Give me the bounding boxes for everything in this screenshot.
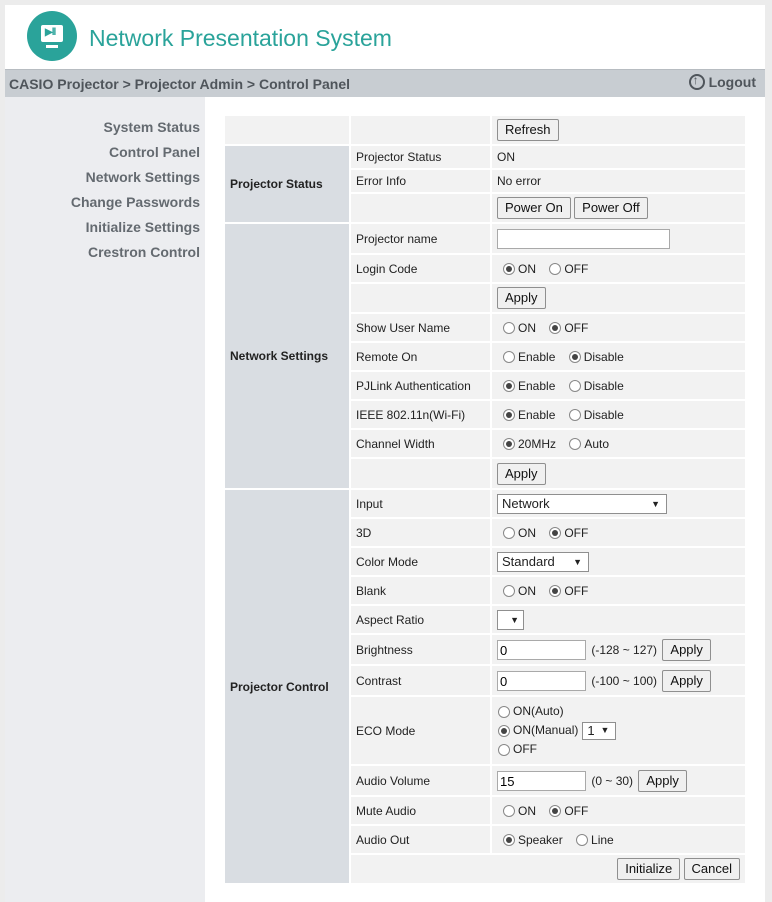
contrast-apply-button[interactable]: Apply: [662, 670, 711, 692]
audio-out-speaker-radio[interactable]: [503, 834, 515, 846]
sidebar-item-crestron-control[interactable]: Crestron Control: [88, 244, 200, 260]
app-header: [5, 5, 765, 69]
projector-name-input[interactable]: [497, 229, 670, 249]
aspect-ratio-label: Aspect Ratio: [351, 606, 490, 633]
error-info-label: Error Info: [351, 170, 490, 192]
ieee-disable-radio[interactable]: [569, 409, 581, 421]
sidebar-nav: [71, 115, 200, 265]
dropdown-arrow-icon: ▼: [651, 498, 660, 509]
login-code-label: Login Code: [351, 255, 490, 282]
channel-auto-label: Auto: [584, 436, 610, 451]
page-frame: [5, 5, 765, 902]
sidebar-item-system-status[interactable]: System Status: [103, 119, 200, 135]
input-label: Input: [351, 490, 490, 517]
remote-on-disable-radio[interactable]: [569, 351, 581, 363]
dropdown-arrow-icon: ▼: [510, 614, 519, 625]
projector-status-value: ON: [492, 146, 745, 168]
control-panel-table: [223, 114, 747, 885]
channel-auto-radio[interactable]: [569, 438, 581, 450]
section-projector-status: Projector Status: [225, 146, 349, 222]
empty-cell: [351, 284, 490, 312]
channel-20mhz-radio[interactable]: [503, 438, 515, 450]
remote-on-label: Remote On: [351, 343, 490, 370]
audio-out-label: Audio Out: [351, 826, 490, 853]
section-projector-control: Projector Control: [225, 490, 349, 883]
empty-cell: [351, 459, 490, 488]
sidebar: [5, 97, 205, 902]
brightness-input[interactable]: [497, 640, 586, 660]
main-content: [205, 97, 765, 902]
pjlink-authentication-label: PJLink Authentication: [351, 372, 490, 399]
sidebar-item-control-panel[interactable]: Control Panel: [108, 144, 200, 160]
color-mode-label: Color Mode: [351, 548, 490, 575]
audio-volume-range: (0 ~ 30): [591, 774, 634, 789]
refresh-button[interactable]: Refresh: [497, 119, 559, 141]
3d-on-radio[interactable]: [503, 527, 515, 539]
input-select[interactable]: [497, 494, 667, 514]
dropdown-arrow-icon: ▼: [600, 725, 610, 736]
ieee-enable-label: Enable: [518, 407, 556, 422]
ieee-disable-label: Disable: [583, 407, 624, 422]
ieee-enable-radio[interactable]: [503, 409, 515, 421]
brightness-apply-button[interactable]: Apply: [662, 639, 711, 661]
eco-manual-label: ON(Manual): [513, 723, 579, 738]
show-user-name-label: Show User Name: [351, 314, 490, 341]
remote-on-enable-label: Enable: [518, 349, 556, 364]
show-user-name-on-radio[interactable]: [503, 322, 515, 334]
audio-out-speaker-label: Speaker: [518, 832, 563, 847]
ieee-wifi-label: IEEE 802.11n(Wi-Fi): [351, 401, 490, 428]
audio-volume-apply-button[interactable]: Apply: [638, 770, 687, 792]
eco-mode-label: ECO Mode: [351, 697, 490, 764]
breadcrumb-bar: [5, 69, 765, 98]
section-network-settings: Network Settings: [225, 224, 349, 488]
sidebar-item-network-settings[interactable]: Network Settings: [85, 169, 200, 185]
brightness-label: Brightness: [351, 635, 490, 664]
empty-cell: [351, 194, 490, 222]
cancel-button[interactable]: Cancel: [684, 858, 740, 880]
blank-off-label: OFF: [564, 583, 589, 598]
sidebar-item-change-passwords[interactable]: Change Passwords: [70, 194, 200, 210]
eco-level-select[interactable]: [582, 722, 616, 740]
app-title: Network Presentation System: [89, 25, 392, 51]
login-code-on-radio[interactable]: [503, 263, 515, 275]
breadcrumb: CASIO Projector > Projector Admin > Control Panel: [9, 76, 350, 92]
eco-auto-label: ON(Auto): [513, 704, 564, 719]
blank-label: Blank: [351, 577, 490, 604]
3d-label: 3D: [351, 519, 490, 546]
sidebar-item-initialize-settings[interactable]: Initialize Settings: [85, 219, 200, 235]
network-apply-button-1[interactable]: Apply: [497, 287, 546, 309]
pjlink-enable-radio[interactable]: [503, 380, 515, 392]
remote-on-disable-label: Disable: [583, 349, 624, 364]
contrast-range: (-100 ~ 100): [591, 674, 658, 689]
show-user-name-off-label: OFF: [564, 320, 589, 335]
mute-audio-off-label: OFF: [564, 803, 589, 818]
3d-off-radio[interactable]: [549, 527, 561, 539]
projector-status-label: Projector Status: [351, 146, 490, 168]
projector-screen-icon: ▶︎ll: [27, 11, 77, 61]
3d-on-label: ON: [518, 525, 536, 540]
mute-audio-on-radio[interactable]: [503, 805, 515, 817]
eco-auto-radio[interactable]: [498, 706, 510, 718]
audio-volume-input[interactable]: [497, 771, 586, 791]
contrast-label: Contrast: [351, 666, 490, 695]
contrast-input[interactable]: [497, 671, 586, 691]
power-off-button[interactable]: Power Off: [574, 197, 648, 219]
audio-volume-label: Audio Volume: [351, 766, 490, 795]
empty-cell: [225, 116, 349, 144]
error-info-value: No error: [492, 170, 745, 192]
pjlink-enable-label: Enable: [518, 378, 556, 393]
color-mode-select[interactable]: [497, 552, 589, 572]
show-user-name-on-label: ON: [518, 320, 536, 335]
initialize-button[interactable]: Initialize: [617, 858, 680, 880]
remote-on-enable-radio[interactable]: [503, 351, 515, 363]
blank-off-radio[interactable]: [549, 585, 561, 597]
projector-name-label: Projector name: [351, 224, 490, 253]
login-code-off-label: OFF: [564, 261, 589, 276]
mute-audio-label: Mute Audio: [351, 797, 490, 824]
blank-on-label: ON: [518, 583, 536, 598]
color-mode-select-value: Standard: [502, 554, 555, 569]
channel-20mhz-label: 20MHz: [518, 436, 557, 451]
pjlink-disable-radio[interactable]: [569, 380, 581, 392]
mute-audio-on-label: ON: [518, 803, 536, 818]
logout-circle-arrow-icon: [689, 74, 705, 90]
power-on-button[interactable]: Power On: [497, 197, 571, 219]
login-code-off-radio[interactable]: [549, 263, 561, 275]
dropdown-arrow-icon: ▼: [573, 556, 582, 567]
logout-link[interactable]: [689, 74, 756, 90]
logout-label: Logout: [708, 74, 756, 90]
login-code-on-label: ON: [518, 261, 536, 276]
mute-audio-off-radio[interactable]: [549, 805, 561, 817]
eco-off-label: OFF: [513, 742, 537, 757]
pjlink-disable-label: Disable: [583, 378, 624, 393]
network-apply-button-2[interactable]: Apply: [497, 463, 546, 485]
3d-off-label: OFF: [564, 525, 589, 540]
eco-manual-radio[interactable]: [498, 725, 510, 737]
eco-level-value: 1: [587, 723, 595, 739]
empty-cell: [351, 116, 490, 144]
show-user-name-off-radio[interactable]: [549, 322, 561, 334]
eco-off-radio[interactable]: [498, 744, 510, 756]
blank-on-radio[interactable]: [503, 585, 515, 597]
brightness-range: (-128 ~ 127): [591, 643, 658, 658]
input-select-value: Network: [502, 496, 550, 511]
audio-out-line-label: Line: [591, 832, 614, 847]
audio-out-line-radio[interactable]: [576, 834, 588, 846]
channel-width-label: Channel Width: [351, 430, 490, 457]
aspect-ratio-select[interactable]: [497, 610, 524, 630]
